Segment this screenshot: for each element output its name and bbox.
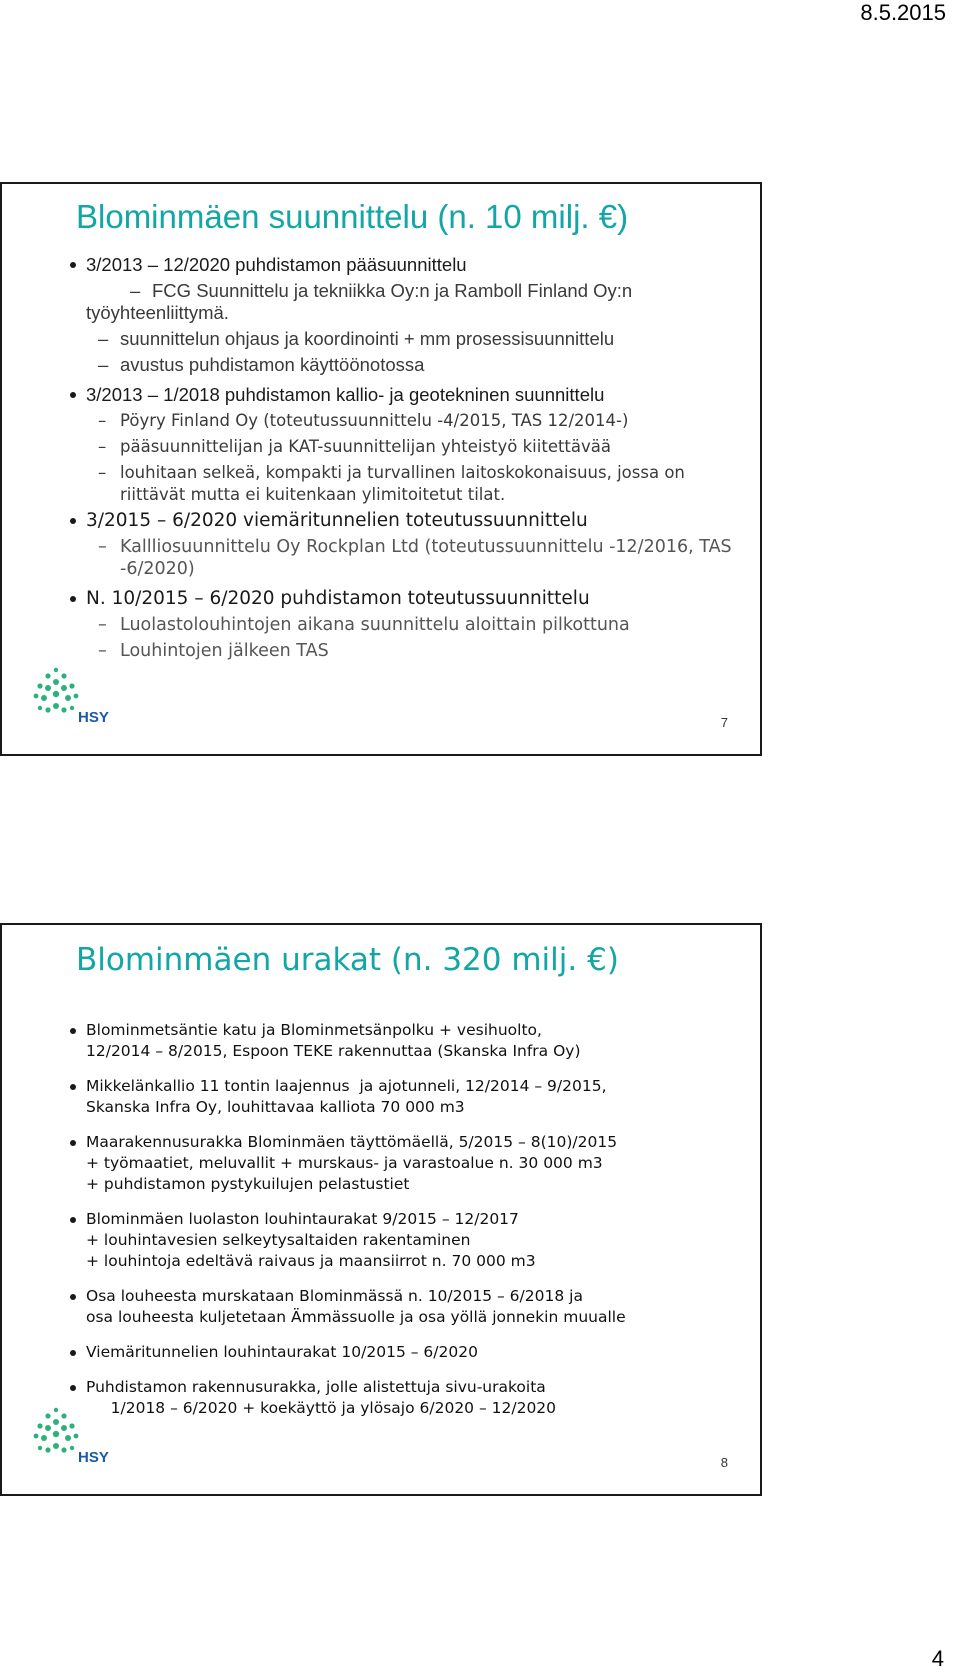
sub-item: – louhitaan selkeä, kompakti ja turvallinen laitoskokonaisuus, jossa on riittävät mutta ei kuitenkaan ylimitoitetut tilat. [98, 463, 685, 504]
sub-item: – suunnittelun ohjaus ja koordinointi + mm prosessisuunnittelu [98, 328, 615, 349]
logo-text: HSY [78, 709, 109, 726]
slide-7 [0, 182, 762, 756]
sub-item: – Luolastolouhintojen aikana suunnittelu aloittain pilkottuna [98, 615, 630, 635]
sub-list [86, 410, 740, 506]
slide-number: 8 [720, 1455, 728, 1470]
page-number: 4 [931, 1646, 944, 1671]
bullet-item: Blominmäen luolaston louhintaurakat 9/2015 – 12/2017 + louhintavesien selkeytysaltaiden rakentaminen + louhintoja edeltävä raivaus ja maansiirrot n. 70 000 m3 [70, 1209, 740, 1272]
bullet-item: Osa louheesta murskataan Blominmässä n. 10/2015 – 6/2018 ja osa louheesta kuljetetaan Ämmässuolle ja osa yöllä jonnekin muualle [70, 1286, 740, 1328]
bullet-list [70, 1020, 740, 1433]
bullet-item: Mikkelänkallio 11 tontin laajennus ja ajotunneli, 12/2014 – 9/2015, Skanska Infra Oy, louhittavaa kalliota 70 000 m3 [70, 1076, 740, 1118]
logo-dots [34, 668, 79, 713]
slide-8 [0, 923, 762, 1496]
sub-item: – Louhintojen jälkeen TAS [98, 641, 329, 661]
bullet-item: Viemäritunnelien louhintaurakat 10/2015 – 6/2020 [70, 1342, 740, 1363]
sub-item: – Kallliosuunnittelu Oy Rockplan Ltd (toteutussuunnittelu -12/2016, TAS -6/2020) [98, 537, 732, 579]
bullet-item: N. 10/2015 – 6/2020 puhdistamon toteutussuunnittelu – Luolastolouhintojen aikana suunnittelu aloittain pilkottuna – Louhintojen jälkeen TAS [70, 588, 740, 662]
hsy-logo-icon [26, 664, 118, 734]
logo-text: HSY [78, 1449, 109, 1466]
bullet-item: 3/2013 – 12/2020 puhdistamon pääsuunnittelu – FCG Suunnittelu ja tekniikka Oy:n ja Ramboll Finland Oy:n työyhteenliittymä. – suunnittelun ohjaus ja koordinointi + mm prosessisuunnittelu – avustus puhdistamon käyttöönotossa [70, 254, 740, 376]
sub-list [86, 614, 740, 662]
sub-item: – pääsuunnittelijan ja KAT-suunnittelijan yhteistyö kiitettävää [98, 437, 612, 456]
logo-dots [34, 1408, 79, 1453]
sub-list [86, 280, 740, 376]
bullet-item: Puhdistamon rakennusurakka, jolle alistettuja sivu-urakoita 1/2018 – 6/2020 + koekäyttö ja ylösajo 6/2020 – 12/2020 [70, 1377, 740, 1419]
sub-item: – avustus puhdistamon käyttöönotossa [98, 354, 425, 375]
hsy-logo-icon [26, 1404, 118, 1474]
page-date: 8.5.2015 [860, 0, 946, 25]
slide-number: 7 [720, 715, 728, 730]
bullet-item: 3/2015 – 6/2020 viemäritunnelien toteutussuunnittelu – Kallliosuunnittelu Oy Rockplan Ltd (toteutussuunnittelu -12/2016, TAS -6/2020) [70, 510, 740, 580]
sub-item: – Pöyry Finland Oy (toteutussuunnittelu -4/2015, TAS 12/2014-) [98, 411, 629, 430]
sub-item: – FCG Suunnittelu ja tekniikka Oy:n ja Ramboll Finland Oy:n työyhteenliittymä. [86, 280, 633, 323]
sub-list [86, 536, 740, 580]
slide-title: Blominmäen urakat (n. 320 milj. €) [76, 942, 619, 978]
slide-title: Blominmäen suunnittelu (n. 10 milj. €) [76, 198, 629, 235]
bullet-item: Maarakennusurakka Blominmäen täyttömäellä, 5/2015 – 8(10)/2015 + työmaatiet, meluvallit + murskaus- ja varastoalue n. 30 000 m3 + puhdistamon pystykuilujen pelastustiet [70, 1132, 740, 1195]
bullet-item: Blominmetsäntie katu ja Blominmetsänpolku + vesihuolto, 12/2014 – 8/2015, Espoon TEKE rakennuttaa (Skanska Infra Oy) [70, 1020, 740, 1062]
bullet-item: 3/2013 – 1/2018 puhdistamon kallio- ja geotekninen suunnittelu – Pöyry Finland Oy (toteutussuunnittelu -4/2015, TAS 12/2014-) – pääsuunnittelijan ja KAT-suunnittelijan yhteistyö kiitettävää – louhitaan selkeä, kompakti ja turvallinen laitoskokonaisuus, jossa on riittävät mutta ei kuitenkaan ylimitoitetut tilat. [70, 384, 740, 506]
bullet-list [70, 254, 740, 670]
